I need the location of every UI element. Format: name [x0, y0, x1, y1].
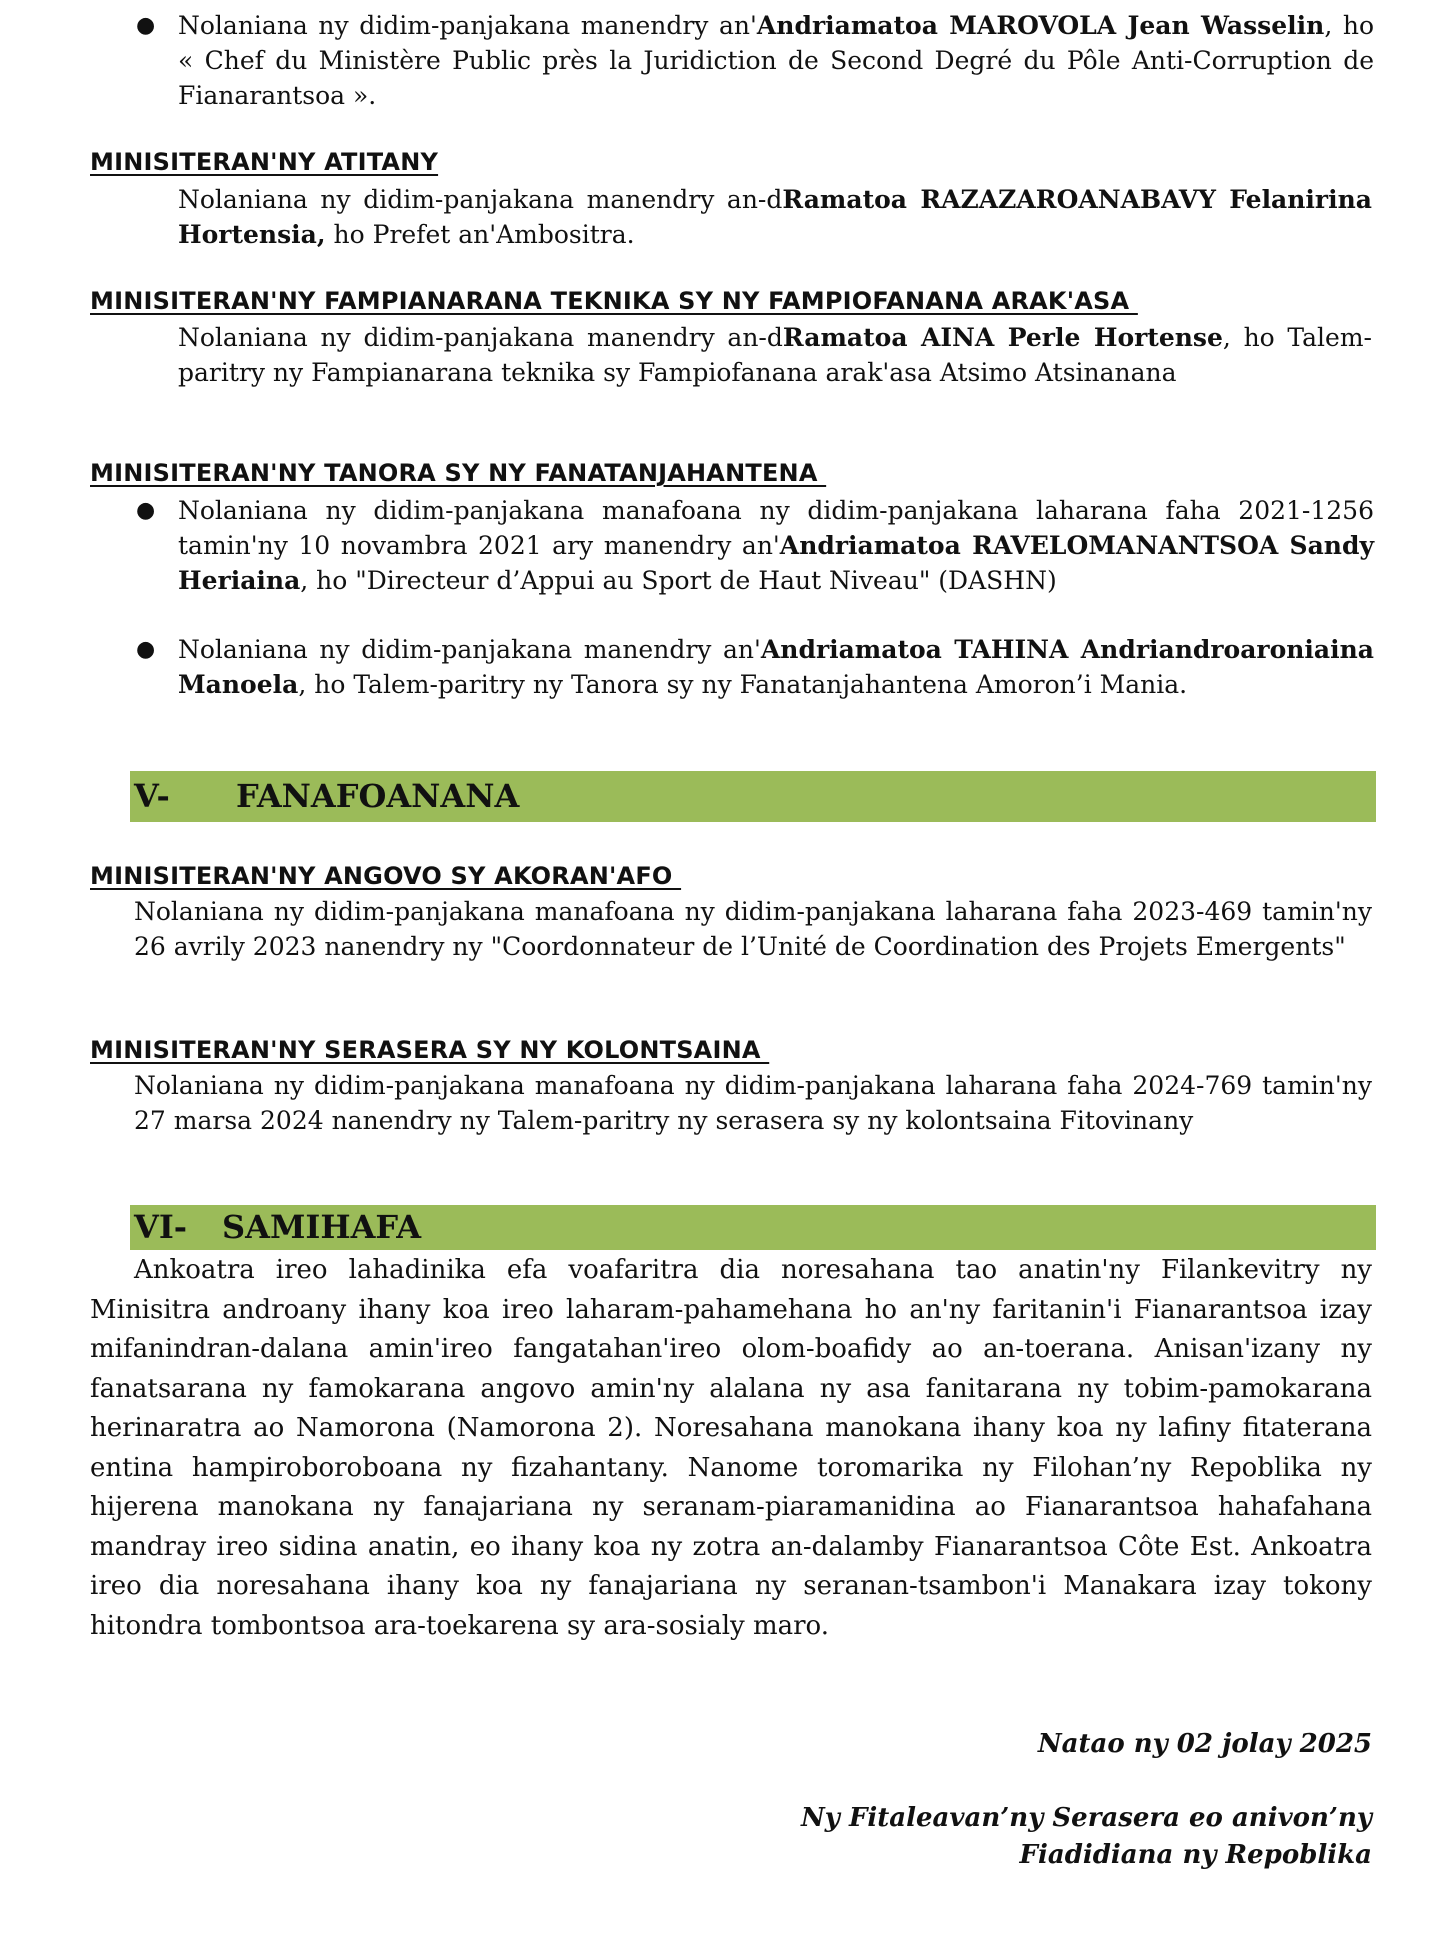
person-name: Ramatoa AINA Perle Hortense	[782, 323, 1223, 352]
person-name: Andriamatoa MAROVOLA Jean Wasselin	[756, 11, 1325, 40]
text-run: Nolaniana ny didim-panjakana manendry an-d	[178, 323, 783, 352]
ministry-heading-angovo: MINISITERAN'NY ANGOVO SY AKORAN'AFO	[90, 862, 682, 890]
bullet-icon: ●	[136, 13, 156, 38]
section-title: FANAFOANANA	[236, 777, 520, 815]
bullet-text	[178, 493, 1374, 598]
text-run: , ho Talem-paritry ny Fampianarana teknika sy Fampiofanana arak'asa Atsimo Atsinanana	[178, 323, 1373, 387]
person-name: Andriamatoa TAHINA Andriandroaroniaina Manoela	[178, 635, 1374, 699]
section-title: SAMIHAFA	[222, 1208, 422, 1246]
person-name: Andriamatoa RAVELOMANANTSOA Sandy Heriaina	[178, 531, 1374, 595]
bullet-text	[178, 632, 1374, 702]
text-run: Nolaniana ny didim-panjakana manendry an'	[178, 11, 757, 40]
person-name: Ramatoa RAZAZAROANABAVY Felanirina Hortensia,	[178, 185, 1372, 249]
bullet-icon: ●	[136, 498, 156, 523]
text-run: Nolaniana ny didim-panjakana manendry an-d	[178, 185, 783, 214]
paragraph-serasera: Nolaniana ny didim-panjakana manafoana ny didim-panjakana laharana faha 2024-769 tamin'ny 27 marsa 2024 nanendry ny Talem-paritry ny serasera sy ny kolontsaina Fitovinany	[134, 1071, 1372, 1135]
text-run: , ho Talem-paritry ny Tanora sy ny Fanatanjahantena Amoron’i Mania.	[298, 670, 1188, 699]
ministry-heading-tanora: MINISITERAN'NY TANORA SY NY FANATANJAHANTENA	[90, 459, 827, 487]
text-run: Nolaniana ny didim-panjakana manafoana ny didim-panjakana laharana faha 2021-1256 tamin'ny 10 novambra 2021 ary manendry an'	[178, 496, 1374, 560]
ministry-heading-atitany: MINISITERAN'NY ATITANY	[90, 148, 439, 176]
text-run: , ho "Directeur d’Appui au Sport de Haut Niveau" (DASHN)	[300, 566, 1057, 595]
paragraph-angovo: Nolaniana ny didim-panjakana manafoana ny didim-panjakana laharana faha 2023-469 tamin'ny 26 avrily 2023 nanendry ny "Coordonnateur de l’Unité de Coordination des Projets Emergents"	[134, 897, 1372, 961]
section-band-v	[130, 771, 1376, 822]
paragraph-samihafa: Ankoatra ireo lahadinika efa voafaritra dia noresahana tao anatin'ny Filankevitry ny Minisitra androany ihany koa ireo laharam-pahamehana ho an'ny faritanin'i Fianarantsoa izay mifanindran-dalana amin'ireo fangatahan'ireo olom-boafidy ao an-toerana. Anisan'izany ny fanatsarana ny famokarana angovo amin'ny alalana ny asa fanitarana ny tobim-pamokarana herinaratra ao Namorona (Namorona 2). Noresahana manokana ihany koa ny lafiny fitaterana entina hampiroboroboana ny fizahantany. Nanome toromarika ny Filohan’ny Repoblika ny hijerena manokana ny fanajariana ny seranam-piaramanidina ao Fianarantsoa hahafahana mandray ireo sidina anatin, eo ihany koa ny zotra an-dalamby Fianarantsoa Côte Est. Ankoatra ireo dia noresahana ihany koa ny fanajariana ny seranan-tsambon'i Manakara izay tokony hitondra tombontsoa ara-toekarena sy ara-sosialy maro.	[90, 1255, 1372, 1641]
text-run: Nolaniana ny didim-panjakana manendry an'	[178, 635, 761, 664]
section-number: V-	[134, 777, 170, 815]
signature-line-2: Fiadidiana ny Repoblika	[1019, 1840, 1372, 1870]
text-run: , ho « Chef du Ministère Public près la Juridiction de Second Degré du Pôle Anti-Corruption de Fianarantsoa ».	[178, 11, 1375, 110]
ministry-heading-fampianarana: MINISITERAN'NY FAMPIANARANA TEKNIKA SY NY FAMPIOFANANA ARAK'ASA	[90, 287, 1138, 315]
bullet-text	[178, 8, 1374, 113]
signature-line-1: Ny Fitaleavan’ny Serasera eo anivon’ny	[801, 1803, 1372, 1833]
section-number: VI-	[134, 1208, 188, 1246]
text-run: ho Prefet an'Ambositra.	[325, 220, 635, 249]
paragraph-fampianarana	[178, 320, 1372, 390]
ministry-heading-serasera: MINISITERAN'NY SERASERA SY NY KOLONTSAINA	[90, 1036, 770, 1064]
bullet-icon: ●	[136, 637, 156, 662]
section-band-vi	[130, 1205, 1376, 1250]
document-date: Natao ny 02 jolay 2025	[1037, 1729, 1372, 1759]
paragraph-atitany	[178, 182, 1372, 252]
